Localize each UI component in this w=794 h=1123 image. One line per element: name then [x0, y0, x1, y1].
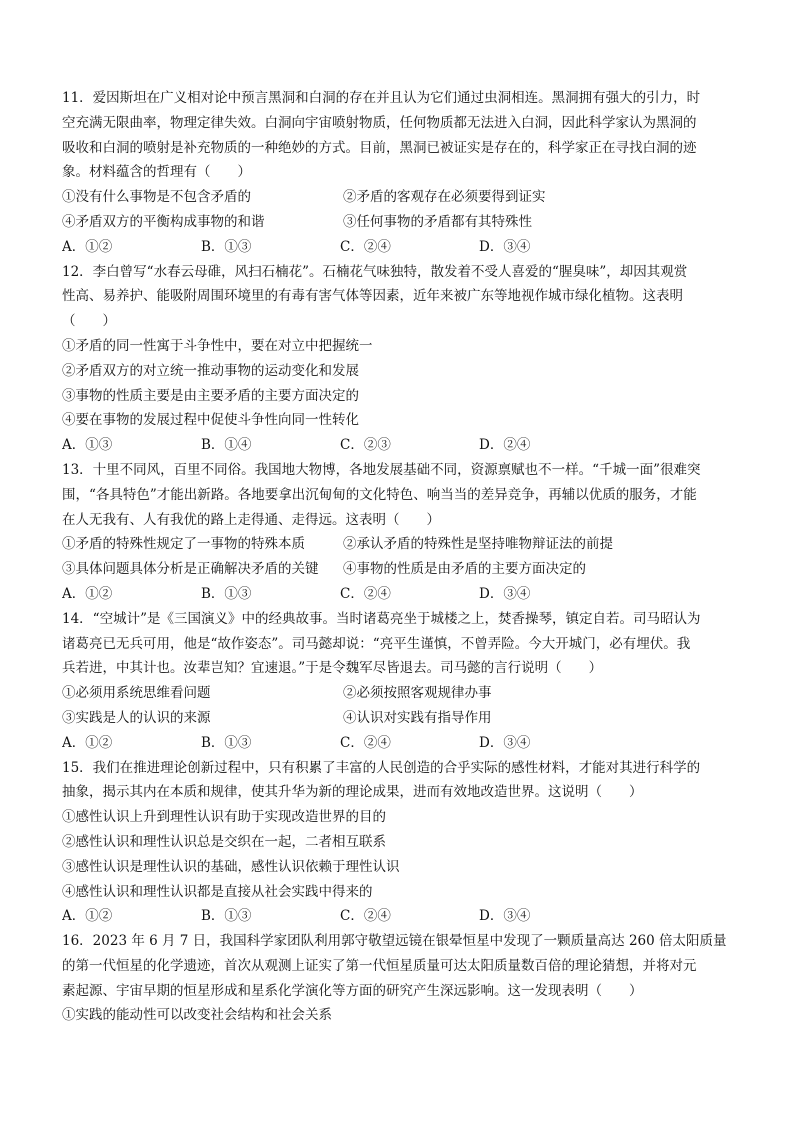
question-stem-line: 16．2023 年 6 月 7 日，我国科学家团队利用郭守敬望远镜在银晕恒星中发现了一颗质量高达 260 倍太阳质量	[62, 933, 727, 950]
choice-c: C．②④	[340, 734, 391, 751]
question-stem-line: 11．爱因斯坦在广义相对论中预言黑洞和白洞的存在并且认为它们通过虫洞相连。黑洞拥有强大的引力，时	[62, 90, 701, 106]
choice-d: D．③④	[479, 238, 531, 255]
statement: ③事物的性质主要是由主要矛盾的主要方面决定的	[62, 387, 359, 404]
answer-choices	[62, 904, 738, 929]
choice-a: A．①②	[62, 734, 113, 751]
question-stem-line: 吸收和白洞的喷射是补充物质的一种绝妙的方式。目前，黑洞已被证实是存在的，科学家正在寻找白洞的迹	[62, 139, 697, 156]
question-16	[62, 929, 738, 1028]
statement: ②矛盾双方的对立统一推动事物的运动变化和发展	[62, 362, 359, 379]
answer-choices	[62, 731, 738, 756]
choice-b: B．①③	[201, 908, 252, 925]
statement: ②必须按照客观规律办事	[343, 685, 492, 702]
exam-page	[62, 86, 738, 1028]
question-stem-line: 的第一代恒星的化学遗迹，首次从观测上证实了第一代恒星质量可达太阳质量数百倍的理论猜想，并将对元	[62, 957, 697, 974]
choice-c: C．②④	[340, 908, 391, 925]
question-stem-line: 素起源、宇宙早期的恒星形成和星系化学演化等方面的研究产生深远影响。这一发现表明（ ）	[62, 982, 643, 999]
statement: ①矛盾的特殊性规定了一事物的特殊本质	[62, 536, 305, 553]
statement-row	[62, 532, 738, 557]
question-stem-line: 围，“各具特色”才能出新路。各地要拿出沉甸甸的文化特色、响当当的差异竞争，再辅以优质的服务，才能	[62, 486, 697, 503]
choice-d: D．③④	[479, 585, 531, 602]
statement: ③感性认识是理性认识的基础，感性认识依赖于理性认识	[62, 858, 400, 875]
statement: ③具体问题具体分析是正确解决矛盾的关键	[62, 561, 319, 578]
answer-choices	[62, 582, 738, 607]
question-stem-line: 抽象，揭示其内在本质和规律，使其升华为新的理论成果，进而有效地改造世界。这说明（ ）	[62, 784, 643, 801]
answer-choices	[62, 235, 738, 260]
statement-row	[62, 681, 738, 706]
question-stem-line: （ ）	[62, 313, 116, 330]
choice-b: B．①④	[201, 437, 252, 454]
question-stem-line: 兵若进，中其计也。汝辈岂知？宜速退。”于是令魏军尽皆退去。司马懿的言行说明（ ）	[62, 660, 603, 677]
statement: ②矛盾的客观存在必须要得到证实	[343, 189, 546, 206]
statement: ①感性认识上升到理性认识有助于实现改造世界的目的	[62, 809, 386, 826]
statement: ②感性认识和理性认识总是交织在一起，二者相互联系	[62, 833, 386, 850]
choice-a: A．①②	[62, 908, 113, 925]
statement-row	[62, 557, 738, 582]
statement-row	[62, 210, 738, 235]
question-stem-line: 空充满无限曲率，物理定律失效。白洞向宇宙喷射物质，任何物质都无法进入白洞，因此科学家认为黑洞的	[62, 114, 697, 131]
choice-d: D．③④	[479, 734, 531, 751]
choice-d: D．②④	[479, 437, 531, 454]
question-11	[62, 86, 738, 260]
choice-b: B．①③	[201, 734, 252, 751]
statement: ④要在事物的发展过程中促使斗争性向同一性转化	[62, 412, 359, 429]
choice-a: A．①②	[62, 238, 113, 255]
question-stem-line: 12．李白曾写“水春云母碓，风扫石楠花”。石楠花气味独特，散发着不受人喜爱的“腥臭味”，却因其观赏	[62, 263, 688, 280]
statement: ④感性认识和理性认识都是直接从社会实践中得来的	[62, 883, 373, 900]
answer-choices	[62, 433, 738, 458]
statement: ①没有什么事物是不包含矛盾的	[62, 189, 251, 206]
question-stem-line: 13．十里不同风，百里不同俗。我国地大物博，各地发展基础不同，资源禀赋也不一样。“千城一面”很难突	[62, 461, 701, 478]
statement: ③任何事物的矛盾都有其特殊性	[343, 213, 532, 230]
question-14	[62, 607, 738, 756]
choice-c: C．②④	[340, 238, 391, 255]
choice-c: C．②④	[340, 585, 391, 602]
question-stem-line: 14．“空城计”是《三国演义》中的经典故事。当时诸葛亮坐于城楼之上，焚香操琴，镇定自若。司马昭认为	[62, 610, 701, 627]
choice-b: B．①③	[201, 238, 252, 255]
question-stem-line: 在人无我有、人有我优的路上走得通、走得远。这表明（ ）	[62, 511, 440, 528]
statement: ④认识对实践有指导作用	[343, 709, 492, 726]
question-stem-line: 15．我们在推进理论创新过程中，只有积累了丰富的人民创造的合乎实际的感性材料，才能对其进行科学的	[62, 759, 701, 776]
statement: ④矛盾双方的平衡构成事物的和谐	[62, 213, 265, 230]
statement: ②承认矛盾的特殊性是坚持唯物辩证法的前提	[343, 536, 613, 553]
statement: ①实践的能动性可以改变社会结构和社会关系	[62, 1007, 332, 1024]
statement-row	[62, 706, 738, 731]
statement: ④事物的性质是由矛盾的主要方面决定的	[343, 561, 586, 578]
question-15	[62, 756, 738, 930]
question-12	[62, 260, 738, 458]
statement: ①矛盾的同一性寓于斗争性中，要在对立中把握统一	[62, 337, 373, 354]
question-13	[62, 458, 738, 607]
statement: ③实践是人的认识的来源	[62, 709, 211, 726]
choice-a: A．①③	[62, 437, 113, 454]
statement-row	[62, 185, 738, 210]
statement: ①必须用系统思维看问题	[62, 685, 211, 702]
choice-d: D．③④	[479, 908, 531, 925]
choice-b: B．①③	[201, 585, 252, 602]
question-stem-line: 象。材料蕴含的哲理有（ ）	[62, 164, 251, 181]
choice-c: C．②③	[340, 437, 391, 454]
choice-a: A．①②	[62, 585, 113, 602]
question-stem-line: 诸葛亮已无兵可用，他是“故作姿态”。司马懿却说：“亮平生谨慎，不曾弄险。今大开城门，必有埋伏。我	[62, 635, 691, 652]
question-stem-line: 性高、易养护、能吸附周围环境里的有毒有害气体等因素，近年来被广东等地视作城市绿化植物。这表明	[62, 288, 683, 305]
